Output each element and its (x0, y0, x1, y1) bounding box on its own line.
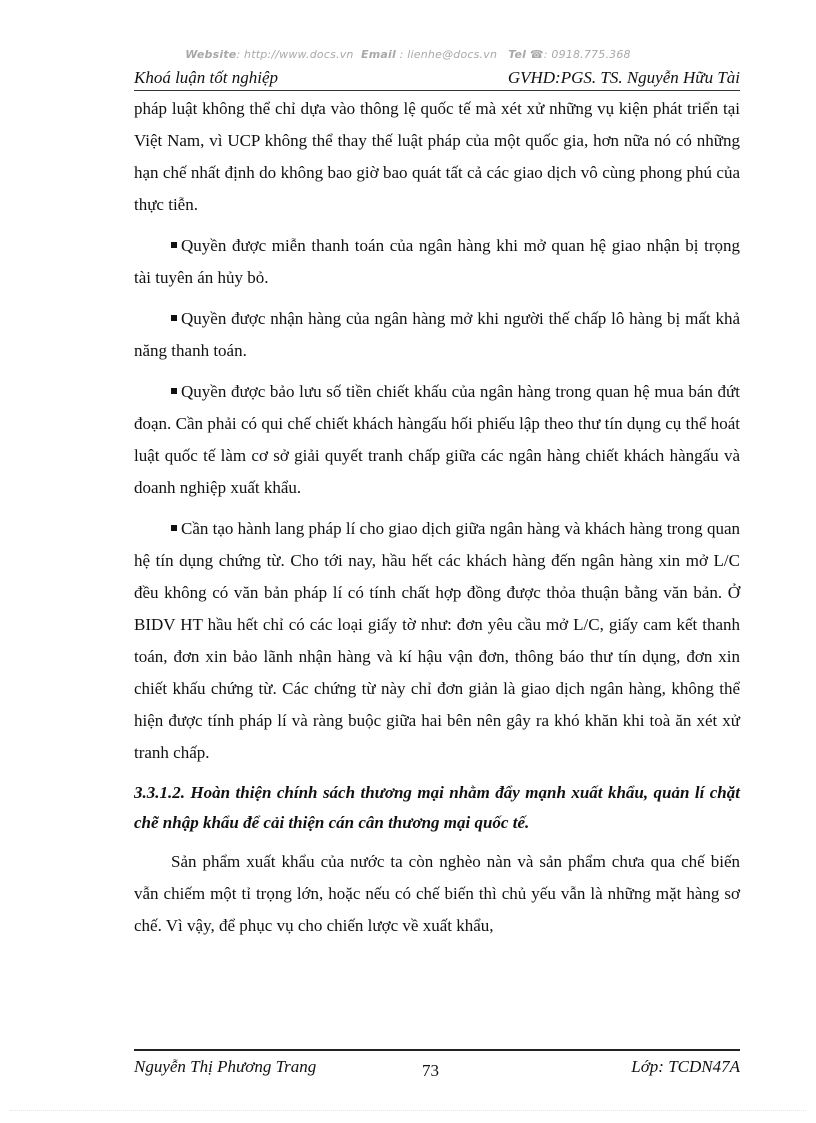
bullet-paragraph-3 (134, 376, 740, 504)
bullet-text-4: Cần tạo hành lang pháp lí cho giao dịch giữa ngân hàng và khách hàng trong quan hệ tín dụng chứng từ. Cho tới nay, hầu hết các khách hàng đến ngân hàng xin mở L/C đều không có văn bản pháp lí có tính chất hợp đồng được thỏa thuận bằng văn bản. Ở BIDV HT hầu hết chỉ có các loại giấy tờ như: đơn yêu cầu mở L/C, giấy cam kết thanh toán, đơn xin bảo lãnh nhận hàng và kí hậu vận đơn, thông báo thư tín dụng, đơn xin chiết khấu chứng từ. Các chứng từ này chỉ đơn giản là giao dịch ngân hàng, không thể hiện được tính pháp lí và ràng buộc giữa hai bên nên gây ra khó khăn khi toà ăn xét xử tranh chấp. (134, 519, 740, 762)
document-body (134, 93, 740, 951)
page-number: 73 (422, 1061, 439, 1080)
bullet-paragraph-2 (134, 303, 740, 367)
phone-number: : 0918.775.368 (543, 48, 631, 61)
bottom-dotted-rule (10, 1110, 806, 1111)
footer-class: Lớp: TCDN47A (631, 1057, 740, 1076)
tel-label: Tel (508, 48, 527, 61)
header-document-type: Khoá luận tốt nghiệp (134, 68, 279, 87)
page-footer (134, 1049, 740, 1081)
bullet-text-1: Quyền được miễn thanh toán của ngân hàng khi mở quan hệ giao nhận bị trọng tài tuyên án hủy bỏ. (134, 236, 740, 287)
page-header (134, 66, 740, 91)
bullet-text-3: Quyền được bảo lưu số tiền chiết khấu của ngân hàng trong quan hệ mua bán đứt đoạn. Cần phải có qui chế chiết khách hàngấu hối phiếu lập theo thư tín dụng cụ thể hoát luật quốc tế làm cơ sở giải quyết tranh chấp giữa các ngân hàng chiết khách hàngấu và doanh nghiệp xuất khẩu. (134, 382, 740, 497)
square-bullet-icon (171, 242, 177, 248)
email-address[interactable]: : lienhe@docs.vn (399, 48, 498, 61)
footer-author: Nguyễn Thị Phương Trang (134, 1057, 317, 1076)
section-heading: 3.3.1.2. Hoàn thiện chính sách thương mại nhằm đẩy mạnh xuất khẩu, quản lí chặt chẽ nhập khẩu để cải thiện cán cân thương mại quốc tế. (134, 783, 740, 832)
bullet-paragraph-1 (134, 230, 740, 294)
header-supervisor: GVHD:PGS. TS. Nguyễn Hữu Tài (507, 68, 740, 87)
phone-icon: ☎ (529, 48, 544, 61)
website-url[interactable]: : http://www.docs.vn (236, 48, 354, 61)
website-label: Website (185, 48, 237, 61)
square-bullet-icon (171, 525, 177, 531)
website-banner (0, 48, 816, 61)
closing-paragraph: Sản phẩm xuất khẩu của nước ta còn nghèo nàn và sản phẩm chưa qua chế biến vẫn chiếm một tỉ trọng lớn, hoặc nếu có chế biến thì chủ yếu vẫn là những mặt hàng sơ chế. Vì vậy, để phục vụ cho chiến lược về xuất khẩu, (134, 852, 740, 935)
bullet-paragraph-4 (134, 513, 740, 769)
bullet-text-2: Quyền được nhận hàng của ngân hàng mở khi người thế chấp lô hàng bị mất khả năng thanh toán. (134, 309, 740, 360)
square-bullet-icon (171, 315, 177, 321)
square-bullet-icon (171, 388, 177, 394)
email-label: Email (361, 48, 396, 61)
paragraph-continuation: pháp luật không thể chỉ dựa vào thông lệ quốc tế mà xét xử những vụ kiện phát triển tại Việt Nam, vì UCP không thể thay thế luật pháp của một quốc gia, hơn nữa nó có những hạn chế nhất định do không bao giờ bao quát tất cả các giao dịch vô cùng phong phú của thực tiễn. (134, 99, 740, 214)
